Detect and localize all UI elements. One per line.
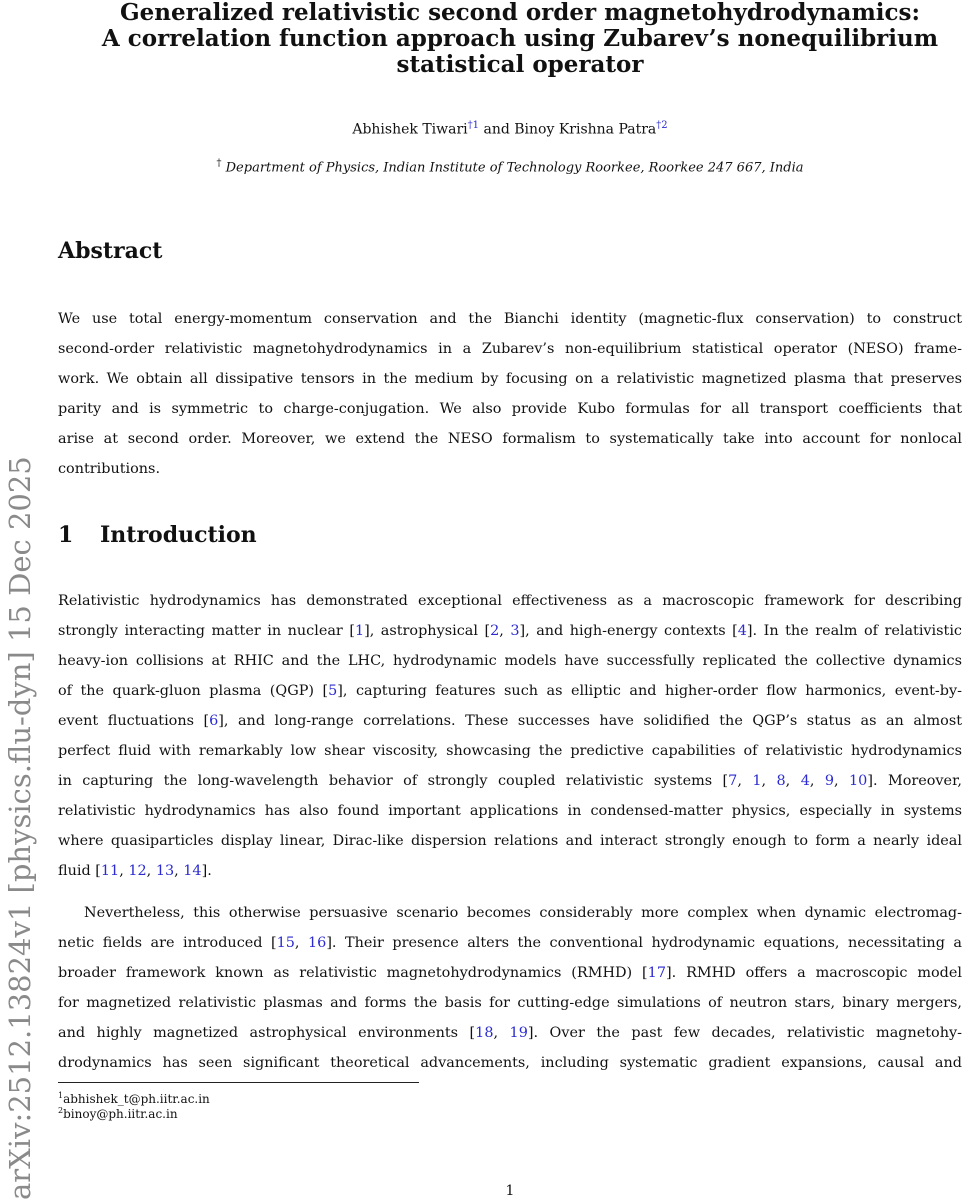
citation-link[interactable]: 4 xyxy=(800,773,810,789)
text-line: strongly interacting matter in nuclear [1], astrophysical [2, 3], and high-energy contexts [4]. In the realm of relativistic xyxy=(58,623,962,639)
citation-link[interactable]: 12 xyxy=(128,863,147,879)
citation-link[interactable]: 17 xyxy=(647,965,666,981)
author-connector: and xyxy=(483,121,510,138)
affiliation xyxy=(0,158,962,175)
affiliation-mark: † xyxy=(216,158,222,169)
section-title: Introduction xyxy=(100,522,257,548)
intro-paragraph-1 xyxy=(58,586,962,886)
citation-link[interactable]: 1 xyxy=(752,773,762,789)
citation-link[interactable]: 10 xyxy=(849,773,868,789)
footnote-mark: 2 xyxy=(58,1106,64,1115)
author-affil-link[interactable]: †2 xyxy=(656,120,668,131)
footnote-2 xyxy=(58,1103,178,1122)
citation-link[interactable]: 7 xyxy=(728,773,738,789)
abstract-line: parity and is symmetric to charge-conjugation. We also provide Kubo formulas for all transport coefficients that xyxy=(58,401,962,417)
author-name: Abhishek Tiwari xyxy=(352,121,468,138)
arxiv-sidebar-stamp: arXiv:2512.13824v1 [physics.flu-dyn] 15 Dec 2025 xyxy=(3,456,37,1200)
section-number: 1 xyxy=(58,522,74,548)
citation-link[interactable]: 3 xyxy=(510,623,520,639)
footnote-email[interactable]: abhishek_t@ph.iitr.ac.in xyxy=(63,1092,210,1106)
author-list xyxy=(0,120,962,138)
abstract-line: contributions. xyxy=(58,461,161,477)
abstract-line: arise at second order. Moreover, we extend the NESO formalism to systematically take into account for nonlocal xyxy=(58,431,962,447)
affiliation-text: Department of Physics, Indian Institute of Technology Roorkee, Roorkee 247 667, India xyxy=(225,160,804,176)
abstract-line: second-order relativistic magnetohydrodynamics in a Zubarev’s non-equilibrium statistical operator (NESO) frame- xyxy=(58,341,962,357)
text-line: where quasiparticles display linear, Dirac-like dispersion relations and interact strongly enough to form a nearly ideal xyxy=(58,833,962,849)
text-line: in capturing the long-wavelength behavior of strongly coupled relativistic systems [7, 1, 8, 4, 9, 10]. Moreover, xyxy=(58,773,962,789)
paper-title xyxy=(90,0,950,78)
text-line: perfect fluid with remarkably low shear viscosity, showcasing the predictive capabilities of relativistic hydrodynamics xyxy=(58,743,962,759)
abstract-heading: Abstract xyxy=(58,238,163,264)
abstract-line: work. We obtain all dissipative tensors in the medium by focusing on a relativistic magnetized plasma that preserves xyxy=(58,371,962,387)
citation-link[interactable]: 8 xyxy=(776,773,786,789)
text-line: event fluctuations [6], and long-range correlations. These successes have solidified the QGP’s status as an almost xyxy=(58,713,962,729)
footnote-mark: 1 xyxy=(58,1091,64,1100)
footnote-divider xyxy=(58,1082,419,1083)
intro-paragraph-2 xyxy=(58,898,962,1078)
text-line: of the quark-gluon plasma (QGP) [5], capturing features such as elliptic and higher-order flow harmonics, event-by- xyxy=(58,683,962,699)
abstract-line: We use total energy-momentum conservation and the Bianchi identity (magnetic-flux conservation) to construct xyxy=(58,311,962,327)
text-line: drodynamics has seen significant theoretical advancements, including systematic gradient expansions, causal and xyxy=(58,1055,962,1071)
citation-link[interactable]: 1 xyxy=(354,623,365,639)
citation-link[interactable]: 19 xyxy=(509,1025,528,1041)
text-line: relativistic hydrodynamics has also found important applications in condensed-matter physics, especially in systems xyxy=(58,803,962,819)
text-line: heavy-ion collisions at RHIC and the LHC, hydrodynamic models have successfully replicated the collective dynamics xyxy=(58,653,962,669)
text-line: broader framework known as relativistic magnetohydrodynamics (RMHD) [17]. RMHD offers a macroscopic model xyxy=(58,965,962,981)
citation-link[interactable]: 9 xyxy=(824,773,835,789)
page-number: 1 xyxy=(505,1183,515,1199)
citation-link[interactable]: 14 xyxy=(183,863,202,879)
title-line-3: statistical operator xyxy=(396,51,644,78)
text-line: Relativistic hydrodynamics has demonstrated exceptional effectiveness as a macroscopic framework for describing xyxy=(58,593,962,609)
text-line: Nevertheless, this otherwise persuasive scenario becomes considerably more complex when dynamic electromag- xyxy=(84,905,962,921)
section-heading-introduction xyxy=(58,522,257,548)
citation-link[interactable]: 5 xyxy=(328,683,338,699)
citation-link[interactable]: 18 xyxy=(475,1025,494,1041)
citation-link[interactable]: 4 xyxy=(737,623,747,639)
abstract-body xyxy=(58,304,962,484)
title-line-1: Generalized relativistic second order magnetohydrodynamics: xyxy=(120,0,920,26)
citation-link[interactable]: 2 xyxy=(490,623,500,639)
text-line: netic fields are introduced [15, 16]. Their presence alters the conventional hydrodynamic equations, necessitating a xyxy=(58,935,962,951)
citation-link[interactable]: 6 xyxy=(209,713,219,729)
author-name: Binoy Krishna Patra xyxy=(514,121,657,138)
text-line: and highly magnetized astrophysical environments [18, 19]. Over the past few decades, relativistic magnetohy- xyxy=(58,1025,962,1041)
citation-link[interactable]: 15 xyxy=(276,935,295,951)
citation-link[interactable]: 11 xyxy=(100,863,120,879)
citation-link[interactable]: 16 xyxy=(308,935,327,951)
author-affil-link[interactable]: †1 xyxy=(467,120,480,131)
text-line: fluid [11, 12, 13, 14]. xyxy=(58,863,212,879)
title-line-2: A correlation function approach using Zubarev’s nonequilibrium xyxy=(101,25,939,52)
text-line: for magnetized relativistic plasmas and forms the basis for cutting-edge simulations of neutron stars, binary mergers, xyxy=(58,995,962,1011)
citation-link[interactable]: 13 xyxy=(155,863,175,879)
footnote-email[interactable]: binoy@ph.iitr.ac.in xyxy=(63,1107,178,1121)
